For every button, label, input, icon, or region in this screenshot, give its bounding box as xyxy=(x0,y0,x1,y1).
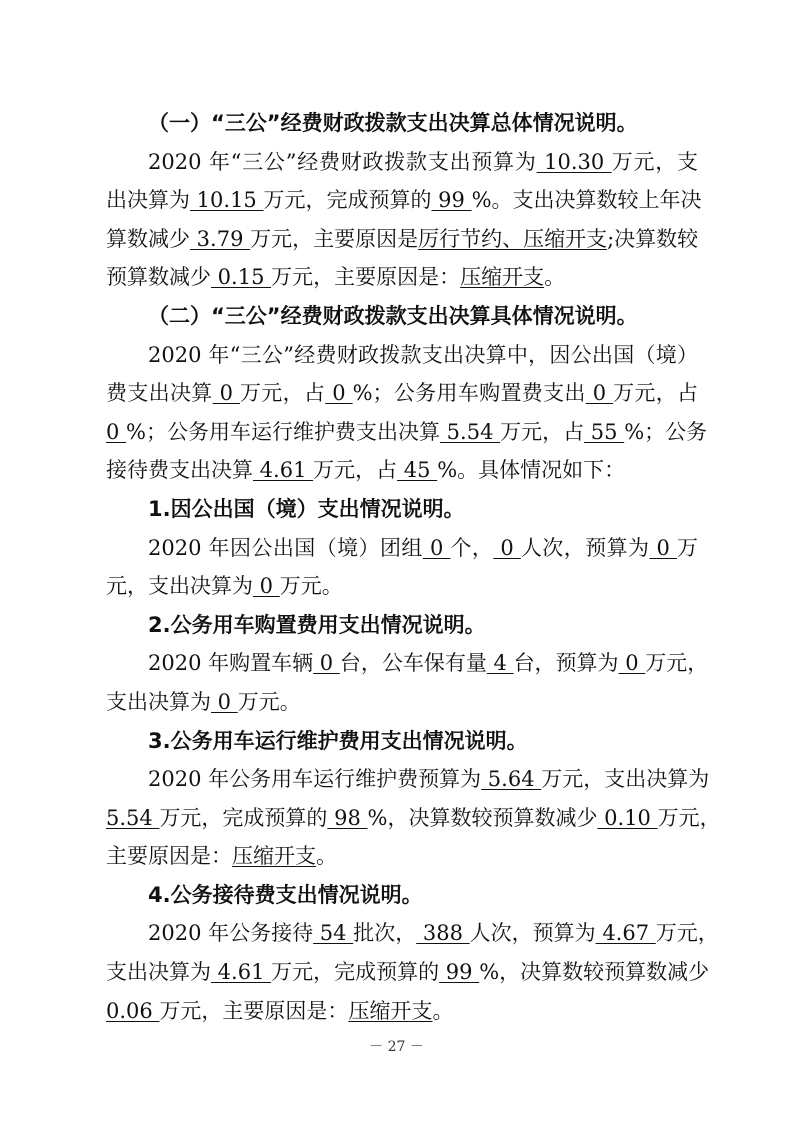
text: 。 xyxy=(432,998,454,1023)
reason-text: 压缩开支 xyxy=(348,998,433,1023)
text: %，决算数较预算数减少 xyxy=(367,805,598,830)
value: 5.54 xyxy=(106,805,160,830)
section-title-reception: 4.公务接待费支出情况说明。 xyxy=(148,882,423,907)
text: 2020 年公务用车运行维护费预算为 xyxy=(148,767,482,792)
text: 万元， xyxy=(657,805,721,830)
text: 万元，支出决算为 xyxy=(541,767,710,792)
value: 5.64 xyxy=(481,767,542,792)
text: 台，预算为 xyxy=(513,651,619,676)
text: %；公务用车购置费支出 xyxy=(352,381,586,406)
paragraph-overseas xyxy=(106,529,698,606)
value: 388 xyxy=(416,921,470,946)
text: %。支出决算数较上年决 xyxy=(471,188,702,213)
text: 个， xyxy=(450,535,494,560)
value: 4.61 xyxy=(253,458,314,483)
text: 主要原因是： xyxy=(106,844,232,869)
text: 万元，完成预算的 xyxy=(159,805,328,830)
text-line xyxy=(106,451,698,490)
value: 0.10 xyxy=(597,805,658,830)
section-title-vehicle-maintenance: 3.公务用车运行维护费用支出情况说明。 xyxy=(148,728,528,753)
text: %；公务用车运行维护费支出决算 xyxy=(126,419,440,444)
budget-value: 10.30 xyxy=(536,149,612,174)
text: 算数减少 xyxy=(106,226,190,251)
text-line xyxy=(106,336,698,375)
text: 支出决算为 xyxy=(106,689,211,714)
reason-text: 压缩开支 xyxy=(232,844,316,869)
paragraph-vehicle-purchase xyxy=(106,644,709,721)
value: 5.54 xyxy=(440,419,501,444)
text: 预算数减少 xyxy=(106,265,211,290)
text-line xyxy=(106,992,698,1031)
text: 万元，占 xyxy=(500,419,585,444)
value: 0 xyxy=(585,381,614,406)
text-line xyxy=(106,644,709,683)
text: 2020 年“三公”经费财政拨款支出预算为 xyxy=(148,149,537,174)
text-line xyxy=(106,799,721,838)
text: 。 xyxy=(544,265,566,290)
text: 接待费支出决算 xyxy=(106,458,253,483)
value: 0 xyxy=(253,574,280,599)
text: 批次， xyxy=(353,921,417,946)
text: 人次，预算为 xyxy=(469,921,596,946)
text: 万元，占 xyxy=(239,381,326,406)
paragraph-overall xyxy=(106,143,702,297)
value: 55 xyxy=(584,419,625,444)
value: 0 xyxy=(106,419,127,444)
value: 0 xyxy=(325,381,353,406)
section-title-overseas: 1.因公出国（境）支出情况说明。 xyxy=(148,496,465,521)
text-line xyxy=(106,374,698,413)
text-line xyxy=(106,529,698,568)
value: 0 xyxy=(422,535,451,560)
value: 0.06 xyxy=(106,998,160,1023)
text: 万元，支 xyxy=(611,149,698,174)
text: 万元。 xyxy=(279,574,343,599)
text: 万元， xyxy=(655,921,719,946)
document-body xyxy=(106,104,721,1030)
text: 万元， xyxy=(645,651,709,676)
value: 0 xyxy=(212,381,240,406)
text: %，决算数较预算数减少 xyxy=(479,960,710,985)
text: 2020 年公务接待 xyxy=(148,921,314,946)
text: 台，公车保有量 xyxy=(339,651,487,676)
text-line xyxy=(106,567,698,606)
text-line xyxy=(106,683,698,722)
completion-rate: 99 xyxy=(431,188,472,213)
section-title-vehicle-purchase: 2.公务用车购置费用支出情况说明。 xyxy=(148,612,486,637)
value: 0 xyxy=(313,651,340,676)
text: 费支出决算 xyxy=(106,381,213,406)
value: 0 xyxy=(618,651,646,676)
text: %。具体情况如下： xyxy=(437,458,626,483)
text: 万元，主要原因是 xyxy=(250,226,419,251)
text: ;决算数较 xyxy=(607,226,699,251)
reason-text: 厉行节约、压缩开支 xyxy=(418,226,608,251)
value: 98 xyxy=(327,805,368,830)
section-title-overall: （一）“三公”经费财政拨款支出决算总体情况说明。 xyxy=(148,111,638,135)
value: 0 xyxy=(493,535,521,560)
text-line xyxy=(106,143,698,182)
text: 万元，主要原因是： xyxy=(159,998,349,1023)
text-line xyxy=(106,953,710,992)
text: 万元，完成预算的 xyxy=(263,188,432,213)
text: 元，支出决算为 xyxy=(106,574,253,599)
paragraph-reception xyxy=(106,914,719,1030)
value: 0 xyxy=(649,535,678,560)
text: 万 xyxy=(677,535,699,560)
reason-text: 压缩开支 xyxy=(460,265,545,290)
text-line xyxy=(106,413,708,452)
value: 4 xyxy=(486,651,514,676)
text-line xyxy=(106,914,719,953)
page-number: － 27 － xyxy=(369,1039,424,1055)
text: 万元，主要原因是： xyxy=(271,265,461,290)
text-line xyxy=(106,220,698,259)
text: 支出决算为 xyxy=(106,960,211,985)
decrease-value: 3.79 xyxy=(190,226,251,251)
value: 4.61 xyxy=(211,960,272,985)
text: 万元，占 xyxy=(313,458,398,483)
value: 45 xyxy=(397,458,438,483)
text: 2020 年因公出国（境）团组 xyxy=(148,535,423,560)
text-line xyxy=(106,258,698,297)
section-title-detail: （二）“三公”经费财政拨款支出决算具体情况说明。 xyxy=(148,303,638,328)
text-line xyxy=(106,760,710,799)
text-line xyxy=(106,181,702,220)
value: 4.67 xyxy=(595,921,656,946)
decrease-value: 0.15 xyxy=(211,265,272,290)
paragraph-detail xyxy=(106,336,708,490)
text-line xyxy=(106,837,698,876)
text: 万元，占 xyxy=(613,381,699,406)
text: 2020 年购置车辆 xyxy=(148,651,314,676)
text: 2020 年“三公”经费财政拨款支出决算中，因公出国（境） xyxy=(148,342,698,367)
text: 人次，预算为 xyxy=(520,535,650,560)
text: 出决算为 xyxy=(106,188,190,213)
paragraph-vehicle-maintenance xyxy=(106,760,721,876)
text: 万元。 xyxy=(237,689,301,714)
text: 。 xyxy=(316,844,337,869)
value: 54 xyxy=(313,921,354,946)
value: 99 xyxy=(439,960,480,985)
value: 0 xyxy=(211,689,238,714)
text: 万元，完成预算的 xyxy=(271,960,440,985)
actual-value: 10.15 xyxy=(190,188,264,213)
text: %；公务 xyxy=(624,419,708,444)
